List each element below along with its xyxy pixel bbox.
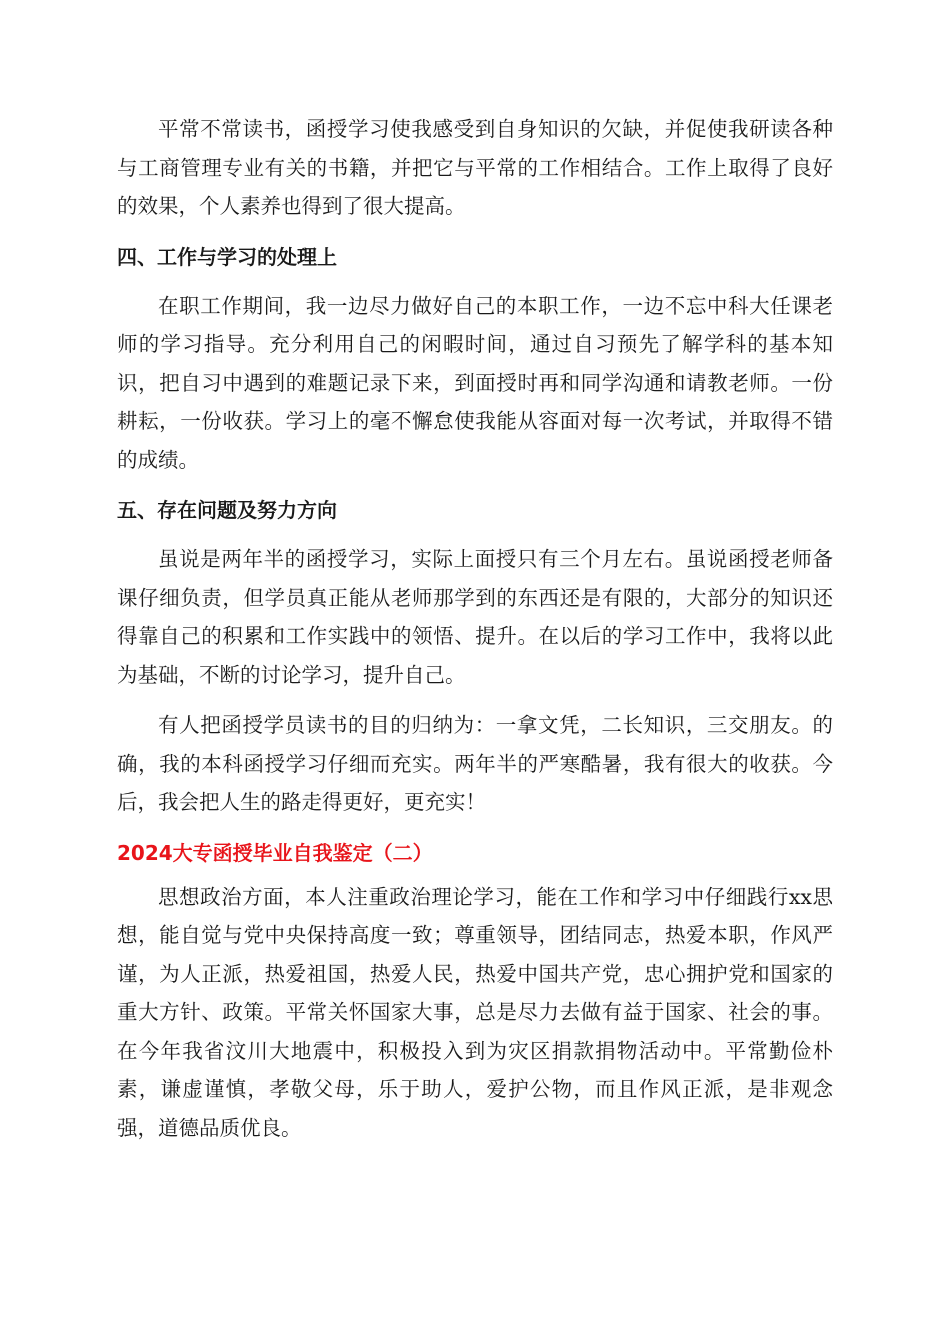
paragraph-study-purpose: 有人把函授学员读书的目的归纳为：一拿文凭，二长知识，三交朋友。的确，我的本科函授学习仔细而充实。两年半的严寒酷暑，我有很大的收获。今后，我会把人生的路走得更好，更充实！: [117, 713, 833, 814]
paragraph-political-thought: 思想政治方面，本人注重政治理论学习，能在工作和学习中仔细践行xx思想，能自觉与党中央保持高度一致；尊重领导，团结同志，热爱本职，作风严谨，为人正派，热爱祖国，热爱人民，热爱中国共产党，忠心拥护党和国家的重大方针、政策。平常关怀国家大事，总是尽力去做有益于国家、社会的事。在今年我省汶川大地震中，积极投入到为灾区捐款捐物活动中。平常勤俭朴素，谦虚谨慎，孝敬父母，乐于助人，爱护公物，而且作风正派，是非观念强，道德品质优良。: [117, 884, 833, 1140]
heading-problems-direction: 五、存在问题及努力方向: [117, 498, 337, 522]
paragraph-reading-study: 平常不常读书，函授学习使我感受到自身知识的欠缺，并促使我研读各种与工商管理专业有关的书籍，并把它与平常的工作相结合。工作上取得了良好的效果，个人素养也得到了很大提高。: [117, 117, 833, 218]
paragraph-correspondence-study: 虽说是两年半的函授学习，实际上面授只有三个月左右。虽说函授老师备课仔细负责，但学员真正能从老师那学到的东西还是有限的，大部分的知识还得靠自己的积累和工作实践中的领悟、提升。在以后的学习工作中，我将以此为基础，不断的讨论学习，提升自己。: [117, 547, 833, 687]
document-page: [117, 110, 833, 1147]
paragraph-work-period: 在职工作期间，我一边尽力做好自己的本职工作，一边不忘中科大任课老师的学习指导。充分利用自己的闲暇时间，通过自习预先了解学科的基本知识，把自习中遇到的难题记录下来，到面授时再和同学沟通和请教老师。一份耕耘，一份收获。学习上的毫不懈怠使我能从容面对每一次考试，并取得不错的成绩。: [117, 293, 833, 472]
section-title-self-evaluation-2: 2024大专函授毕业自我鉴定（二）: [117, 840, 433, 865]
heading-work-study-balance: 四、工作与学习的处理上: [117, 244, 337, 269]
